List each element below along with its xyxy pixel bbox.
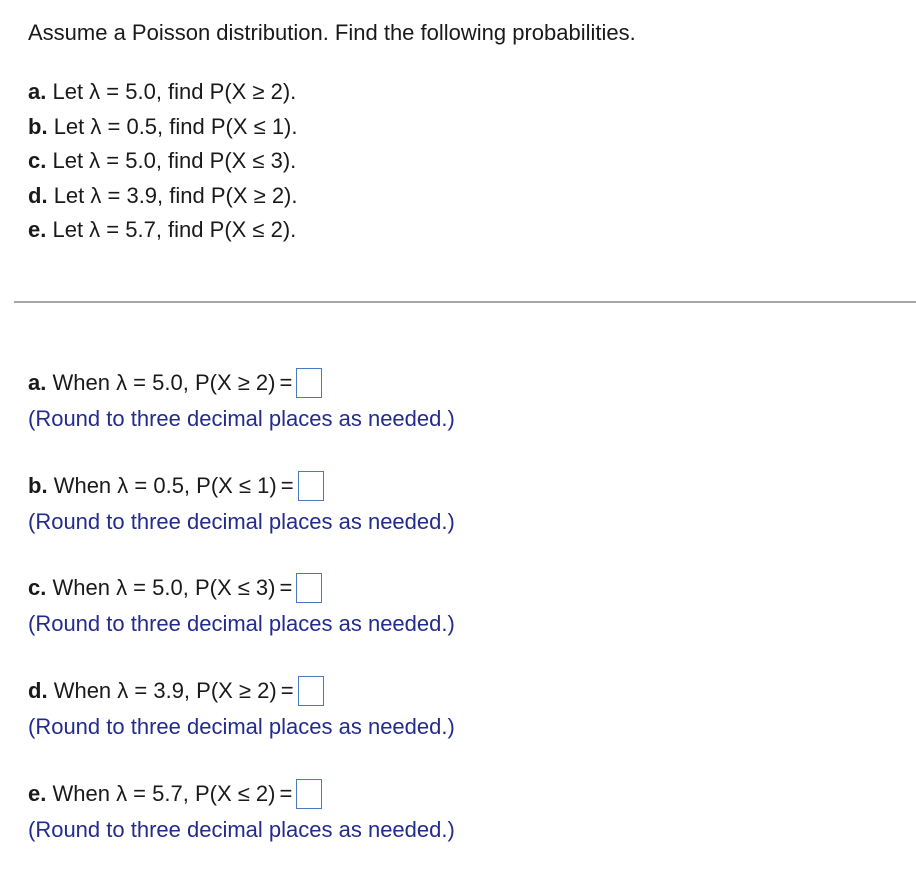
answer-prompt bbox=[28, 573, 908, 603]
question-letter: e. bbox=[28, 217, 47, 242]
answer-text: When λ = 5.7, P(X ≤ 2) bbox=[52, 781, 276, 806]
answer-text: When λ = 5.0, P(X ≥ 2) bbox=[52, 370, 276, 395]
answer-input-c[interactable] bbox=[296, 573, 322, 603]
question-letter: b. bbox=[28, 113, 48, 139]
question-list bbox=[28, 75, 298, 248]
question-letter: d. bbox=[28, 182, 48, 208]
rounding-hint: (Round to three decimal places as needed.) bbox=[28, 406, 455, 431]
answer-letter: b. bbox=[28, 473, 48, 498]
answer-prompt bbox=[28, 676, 908, 706]
rounding-hint: (Round to three decimal places as needed.) bbox=[28, 817, 455, 842]
answer-letter: a. bbox=[28, 370, 47, 395]
answer-input-e[interactable] bbox=[296, 779, 322, 809]
section-divider bbox=[14, 301, 916, 303]
equals-sign: = bbox=[279, 575, 293, 600]
question-c bbox=[28, 144, 298, 179]
answer-e bbox=[28, 779, 908, 845]
answer-prompt bbox=[28, 368, 908, 398]
answer-letter: d. bbox=[28, 678, 48, 703]
answer-b bbox=[28, 471, 908, 537]
answer-input-a[interactable] bbox=[296, 368, 322, 398]
question-text: Let λ = 5.0, find P(X ≥ 2). bbox=[52, 79, 297, 104]
question-letter: a. bbox=[28, 79, 47, 104]
question-d bbox=[28, 179, 298, 214]
answer-d bbox=[28, 676, 908, 742]
rounding-hint: (Round to three decimal places as needed.) bbox=[28, 611, 455, 636]
question-b bbox=[28, 110, 298, 145]
question-text: Let λ = 0.5, find P(X ≤ 1). bbox=[53, 113, 298, 139]
equals-sign: = bbox=[279, 370, 293, 395]
answer-c bbox=[28, 573, 908, 639]
question-letter: c. bbox=[28, 148, 47, 173]
question-text: Let λ = 3.9, find P(X ≥ 2). bbox=[53, 182, 298, 208]
question-e bbox=[28, 213, 298, 248]
question-a bbox=[28, 75, 298, 110]
answer-input-d[interactable] bbox=[298, 676, 324, 706]
answer-text: When λ = 3.9, P(X ≥ 2) bbox=[53, 678, 277, 703]
rounding-hint: (Round to three decimal places as needed.) bbox=[28, 714, 455, 739]
rounding-hint: (Round to three decimal places as needed.) bbox=[28, 509, 455, 534]
answer-letter: c. bbox=[28, 575, 47, 600]
answer-text: When λ = 0.5, P(X ≤ 1) bbox=[53, 473, 277, 498]
equals-sign: = bbox=[279, 781, 293, 806]
answer-prompt bbox=[28, 779, 908, 809]
question-text: Let λ = 5.0, find P(X ≤ 3). bbox=[52, 148, 297, 173]
answer-letter: e. bbox=[28, 781, 47, 806]
instructions: Assume a Poisson distribution. Find the following probabilities. bbox=[28, 20, 636, 45]
equals-sign: = bbox=[280, 473, 294, 498]
answer-input-b[interactable] bbox=[298, 471, 324, 501]
equals-sign: = bbox=[280, 678, 294, 703]
answer-prompt bbox=[28, 471, 908, 501]
answer-text: When λ = 5.0, P(X ≤ 3) bbox=[52, 575, 276, 600]
question-text: Let λ = 5.7, find P(X ≤ 2). bbox=[52, 217, 297, 242]
answer-a bbox=[28, 368, 908, 434]
